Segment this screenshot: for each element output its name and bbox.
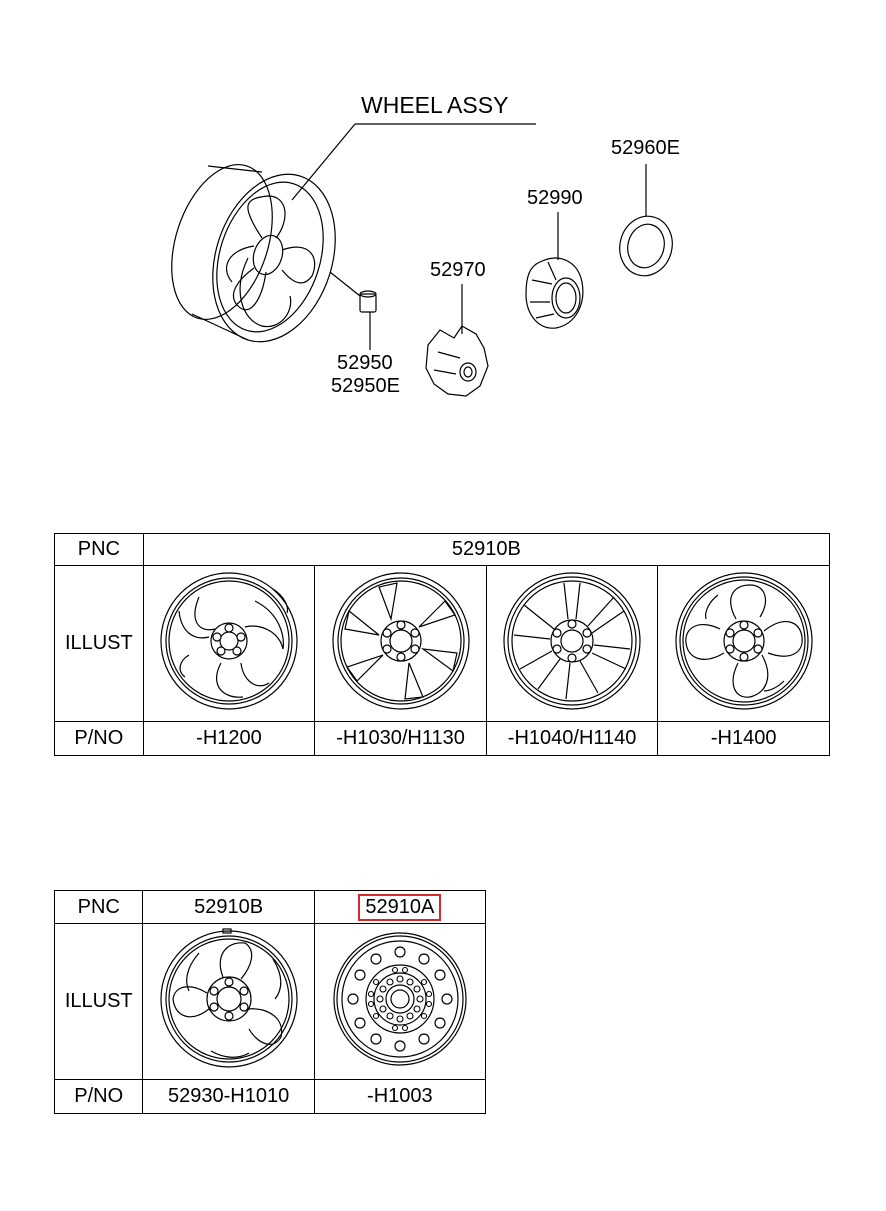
parts-table-2 (54, 890, 486, 1114)
ornament-ring-icon (613, 210, 679, 281)
pnc-label: PNC (55, 534, 144, 566)
part-number: -H1400 (658, 722, 830, 756)
wheel-3spoke-alloy-icon (158, 928, 300, 1070)
pno-label: P/NO (55, 722, 144, 756)
callout-ornament: 52960E (611, 137, 680, 159)
illust-cell (314, 924, 485, 1080)
illust-cell (658, 566, 830, 722)
part-number: -H1030/H1130 (315, 722, 487, 756)
hub-cap-icon (526, 258, 583, 328)
pno-label: P/NO (55, 1080, 143, 1114)
callout-nut-alt: 52950E (331, 375, 400, 397)
pnc-value: 52910B (143, 534, 829, 566)
illust-label: ILLUST (55, 924, 143, 1080)
illust-cell (143, 924, 314, 1080)
pnc-value-highlighted[interactable]: 52910A (358, 894, 441, 921)
part-number: -H1200 (143, 722, 315, 756)
pnc-cell-highlighted (314, 891, 485, 924)
diagram-title: WHEEL ASSY (361, 92, 509, 118)
wheel-6spoke-icon (330, 570, 472, 712)
pnc-label: PNC (55, 891, 143, 924)
illust-label: ILLUST (55, 566, 144, 722)
parts-table-1 (54, 533, 830, 756)
wheel-nut-icon (360, 291, 376, 312)
wheel-assembly-icon (154, 152, 356, 358)
illust-cell (315, 566, 487, 722)
part-number: -H1003 (314, 1080, 485, 1114)
wheel-12spoke-icon (501, 570, 643, 712)
wheel-steel-icon (329, 928, 471, 1070)
part-number: 52930-H1010 (143, 1080, 314, 1114)
wheel-assy-diagram (0, 0, 886, 440)
center-cap-icon (426, 326, 488, 396)
callout-center-cap: 52970 (430, 259, 486, 281)
illust-cell (143, 566, 315, 722)
illust-cell (486, 566, 658, 722)
part-number: -H1040/H1140 (486, 722, 658, 756)
pnc-value: 52910B (143, 891, 314, 924)
callout-hub-cap: 52990 (527, 187, 583, 209)
wheel-3spoke-icon (158, 570, 300, 712)
callout-nut: 52950 (337, 352, 393, 374)
wheel-6spoke-scalloped-icon (673, 570, 815, 712)
